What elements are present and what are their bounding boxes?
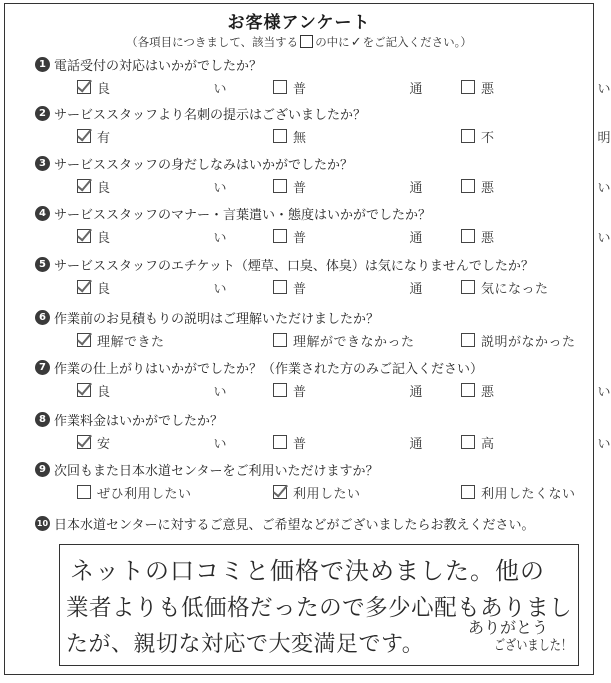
answer-option[interactable]	[273, 126, 307, 146]
answer-label	[481, 433, 611, 452]
answer-option[interactable]	[77, 277, 227, 297]
instructions-middle: の中に	[315, 35, 350, 49]
answer-label-part: 通	[409, 81, 423, 97]
question-number-icon: 10	[35, 516, 50, 531]
question-text: サービススタッフの身だしなみはいかがでしたか？	[54, 157, 354, 173]
checkbox-icon[interactable]	[461, 129, 475, 143]
answer-label-part: 普	[293, 384, 307, 400]
answer-label-part: 良	[97, 180, 111, 196]
answer-label-part: 良	[97, 81, 111, 97]
answer-option[interactable]	[461, 226, 611, 246]
answer-label-part: い	[213, 281, 227, 297]
question-header	[35, 307, 379, 327]
answer-label-part: 良	[97, 384, 111, 400]
checkbox-icon[interactable]	[461, 179, 475, 193]
checkbox-icon[interactable]	[273, 179, 287, 193]
question-header	[35, 513, 534, 533]
question-4	[35, 203, 611, 253]
answer-option[interactable]	[273, 77, 423, 97]
answer-option[interactable]	[273, 380, 423, 400]
checkbox-icon[interactable]	[273, 229, 287, 243]
answer-option[interactable]	[273, 226, 423, 246]
checked-checkbox-icon[interactable]	[77, 280, 91, 294]
answer-option[interactable]	[273, 176, 423, 196]
checked-checkbox-icon[interactable]	[77, 179, 91, 193]
checkbox-icon[interactable]	[461, 485, 475, 499]
question-text: サービススタッフのマナー・言葉遣い・態度はいかがでしたか？	[54, 207, 432, 223]
comment-thanks-1: ありがとう	[468, 618, 549, 637]
question-header	[35, 357, 483, 377]
question-header	[35, 254, 534, 274]
answer-option[interactable]	[77, 77, 227, 97]
question-text: 電話受付の対応はいかがでしたか？	[54, 58, 263, 74]
checkmark-icon: ✓	[350, 35, 362, 50]
answer-option[interactable]	[77, 432, 227, 452]
page-title: お客様アンケート	[227, 13, 371, 33]
answer-label-part: 気になった	[481, 281, 549, 297]
question-header	[35, 54, 262, 74]
answer-label-part: 普	[293, 180, 307, 196]
answer-option[interactable]	[461, 432, 611, 452]
checked-checkbox-icon[interactable]	[77, 80, 91, 94]
answer-option[interactable]	[461, 277, 549, 297]
answer-label-part: い	[597, 81, 611, 97]
comment-line-2: 業者よりも低価格だったので多少心配もありまし	[66, 595, 573, 621]
answer-label-part: 良	[97, 281, 111, 297]
checked-checkbox-icon[interactable]	[77, 229, 91, 243]
checkbox-icon[interactable]	[273, 80, 287, 94]
answer-label	[293, 227, 423, 246]
answer-label	[481, 227, 611, 246]
answer-option[interactable]	[77, 380, 227, 400]
checkbox-icon[interactable]	[273, 383, 287, 397]
question-2	[35, 103, 611, 153]
question-number-icon: 2	[35, 106, 50, 121]
answer-label-part: 悪	[481, 384, 495, 400]
answer-label	[97, 433, 227, 452]
answer-option[interactable]	[77, 226, 227, 246]
checkbox-sample-icon	[300, 35, 313, 48]
answer-option[interactable]	[77, 176, 227, 196]
answer-label	[481, 278, 549, 297]
answer-label	[97, 78, 227, 97]
comment-line-3: たが、親切な対応で大変満足です。	[66, 632, 425, 657]
checkbox-icon[interactable]	[77, 485, 91, 499]
question-header	[35, 203, 431, 223]
question-text: サービススタッフより名刺の提示はございましたか？	[54, 107, 367, 123]
question-9	[35, 459, 585, 509]
answer-label-part: 通	[409, 384, 423, 400]
checked-checkbox-icon[interactable]	[77, 333, 91, 347]
question-number-icon: 5	[35, 257, 50, 272]
checkbox-icon[interactable]	[461, 280, 475, 294]
question-number-icon: 1	[35, 57, 50, 72]
answer-option[interactable]	[461, 330, 576, 350]
answer-label-part: い	[213, 81, 227, 97]
checked-checkbox-icon[interactable]	[77, 435, 91, 449]
answer-option[interactable]	[273, 482, 361, 502]
answer-label	[293, 483, 361, 502]
question-text: サービススタッフのエチケット（煙草、口臭、体臭）は気になりませんでしたか？	[54, 258, 534, 274]
question-number-icon: 7	[35, 360, 50, 375]
checkbox-icon[interactable]	[461, 383, 475, 397]
question-number-icon: 9	[35, 462, 50, 477]
checkbox-icon[interactable]	[461, 435, 475, 449]
question-text: 作業料金はいかがでしたか？	[54, 413, 224, 429]
answer-label-part: 理解できた	[97, 334, 165, 350]
answer-label	[293, 78, 423, 97]
answer-label-part: 利用したくない	[481, 486, 576, 502]
question-header	[35, 459, 378, 479]
answer-label-part: い	[597, 230, 611, 246]
answer-label-part: 明	[597, 130, 611, 146]
answer-label-part: 理解ができなかった	[293, 334, 415, 350]
answer-option[interactable]	[77, 482, 192, 502]
checkbox-icon[interactable]	[273, 435, 287, 449]
question-8	[35, 409, 611, 459]
answer-label-part: 説明がなかった	[481, 334, 576, 350]
answer-label-part: い	[213, 436, 227, 452]
comment-line-1: ネットの口コミと価格で決めました。他の	[70, 557, 545, 585]
answer-label-part: 無	[293, 130, 307, 146]
instructions-after: をご記入ください。）	[362, 35, 472, 49]
checkbox-icon[interactable]	[273, 280, 287, 294]
answer-label-part: 通	[409, 436, 423, 452]
answer-label-part: い	[597, 384, 611, 400]
survey-sheet	[4, 3, 611, 675]
checkbox-icon[interactable]	[273, 333, 287, 347]
question-header	[35, 409, 223, 429]
question-text: 日本水道センターに対するご意見、ご希望などがございましたらお教えください。	[54, 517, 535, 533]
answer-label-part: い	[213, 384, 227, 400]
answer-label-part: 普	[293, 436, 307, 452]
instructions	[5, 34, 593, 50]
answer-option[interactable]	[461, 77, 611, 97]
answer-label-part: 悪	[481, 180, 495, 196]
answer-label-part: 普	[293, 230, 307, 246]
answer-label-part: 有	[97, 130, 111, 146]
answer-option[interactable]	[461, 126, 611, 146]
answer-label-part: 安	[97, 436, 111, 452]
answer-label	[481, 381, 611, 400]
question-header	[35, 153, 353, 173]
checked-checkbox-icon[interactable]	[77, 129, 91, 143]
answer-option[interactable]	[461, 482, 576, 502]
checked-checkbox-icon[interactable]	[273, 485, 287, 499]
checkbox-icon[interactable]	[273, 129, 287, 143]
question-number-icon: 3	[35, 156, 50, 171]
answer-label	[293, 433, 423, 452]
question-text: 次回もまた日本水道センターをご利用いただけますか？	[54, 463, 379, 479]
answer-label-part: い	[597, 180, 611, 196]
answer-label-part: 通	[409, 281, 423, 297]
answer-label	[293, 127, 307, 146]
answer-option[interactable]	[77, 126, 111, 146]
answer-label	[97, 177, 227, 196]
answer-option[interactable]	[273, 432, 423, 452]
comment-box	[59, 544, 579, 666]
question-number-icon: 4	[35, 206, 50, 221]
answer-label	[97, 331, 165, 350]
checkbox-icon[interactable]	[461, 229, 475, 243]
question-text: 作業前のお見積もりの説明はご理解いただけましたか？	[54, 311, 380, 327]
question-text: 作業の仕上がりはいかがでしたか？（作業された方のみご記入ください）	[54, 361, 484, 377]
answer-label	[97, 483, 192, 502]
answer-label-part: い	[597, 436, 611, 452]
answer-label-part: 良	[97, 230, 111, 246]
answer-label-part: 普	[293, 81, 307, 97]
answer-label-part: 悪	[481, 81, 495, 97]
answer-option[interactable]	[77, 330, 165, 350]
answer-label	[293, 278, 423, 297]
answer-label	[293, 381, 423, 400]
answer-option[interactable]	[273, 330, 415, 350]
question-5	[35, 254, 585, 304]
checked-checkbox-icon[interactable]	[77, 383, 91, 397]
answer-label-part: 普	[293, 281, 307, 297]
answer-label-part: い	[213, 180, 227, 196]
question-3	[35, 153, 611, 203]
answer-label-part: 悪	[481, 230, 495, 246]
answer-label	[97, 381, 227, 400]
answer-label	[481, 331, 576, 350]
answer-label-part: い	[213, 230, 227, 246]
answer-option[interactable]	[461, 380, 611, 400]
answer-label	[97, 278, 227, 297]
checkbox-icon[interactable]	[461, 80, 475, 94]
comment-thanks-2: ございました！	[494, 638, 573, 654]
answer-option[interactable]	[273, 277, 423, 297]
question-7	[35, 357, 611, 407]
answer-label-part: ぜひ利用したい	[97, 486, 192, 502]
checkbox-icon[interactable]	[461, 333, 475, 347]
question-number-icon: 8	[35, 412, 50, 427]
answer-label	[481, 177, 611, 196]
answer-label	[481, 127, 611, 146]
question-number-icon: 6	[35, 310, 50, 325]
answer-label-part: 通	[409, 230, 423, 246]
answer-label	[481, 483, 576, 502]
answer-label-part: 高	[481, 436, 495, 452]
question-header	[35, 103, 366, 123]
answer-label-part: 利用したい	[293, 486, 361, 502]
answer-label	[481, 78, 611, 97]
question-1	[35, 54, 611, 104]
answer-label	[97, 227, 227, 246]
answer-label	[97, 127, 111, 146]
answer-label	[293, 177, 423, 196]
answer-option[interactable]	[461, 176, 611, 196]
answer-label	[293, 331, 415, 350]
answer-label-part: 不	[481, 130, 495, 146]
answer-label-part: 通	[409, 180, 423, 196]
question-6	[35, 307, 585, 357]
instructions-before: （各項目につきまして、該当する	[126, 35, 299, 49]
